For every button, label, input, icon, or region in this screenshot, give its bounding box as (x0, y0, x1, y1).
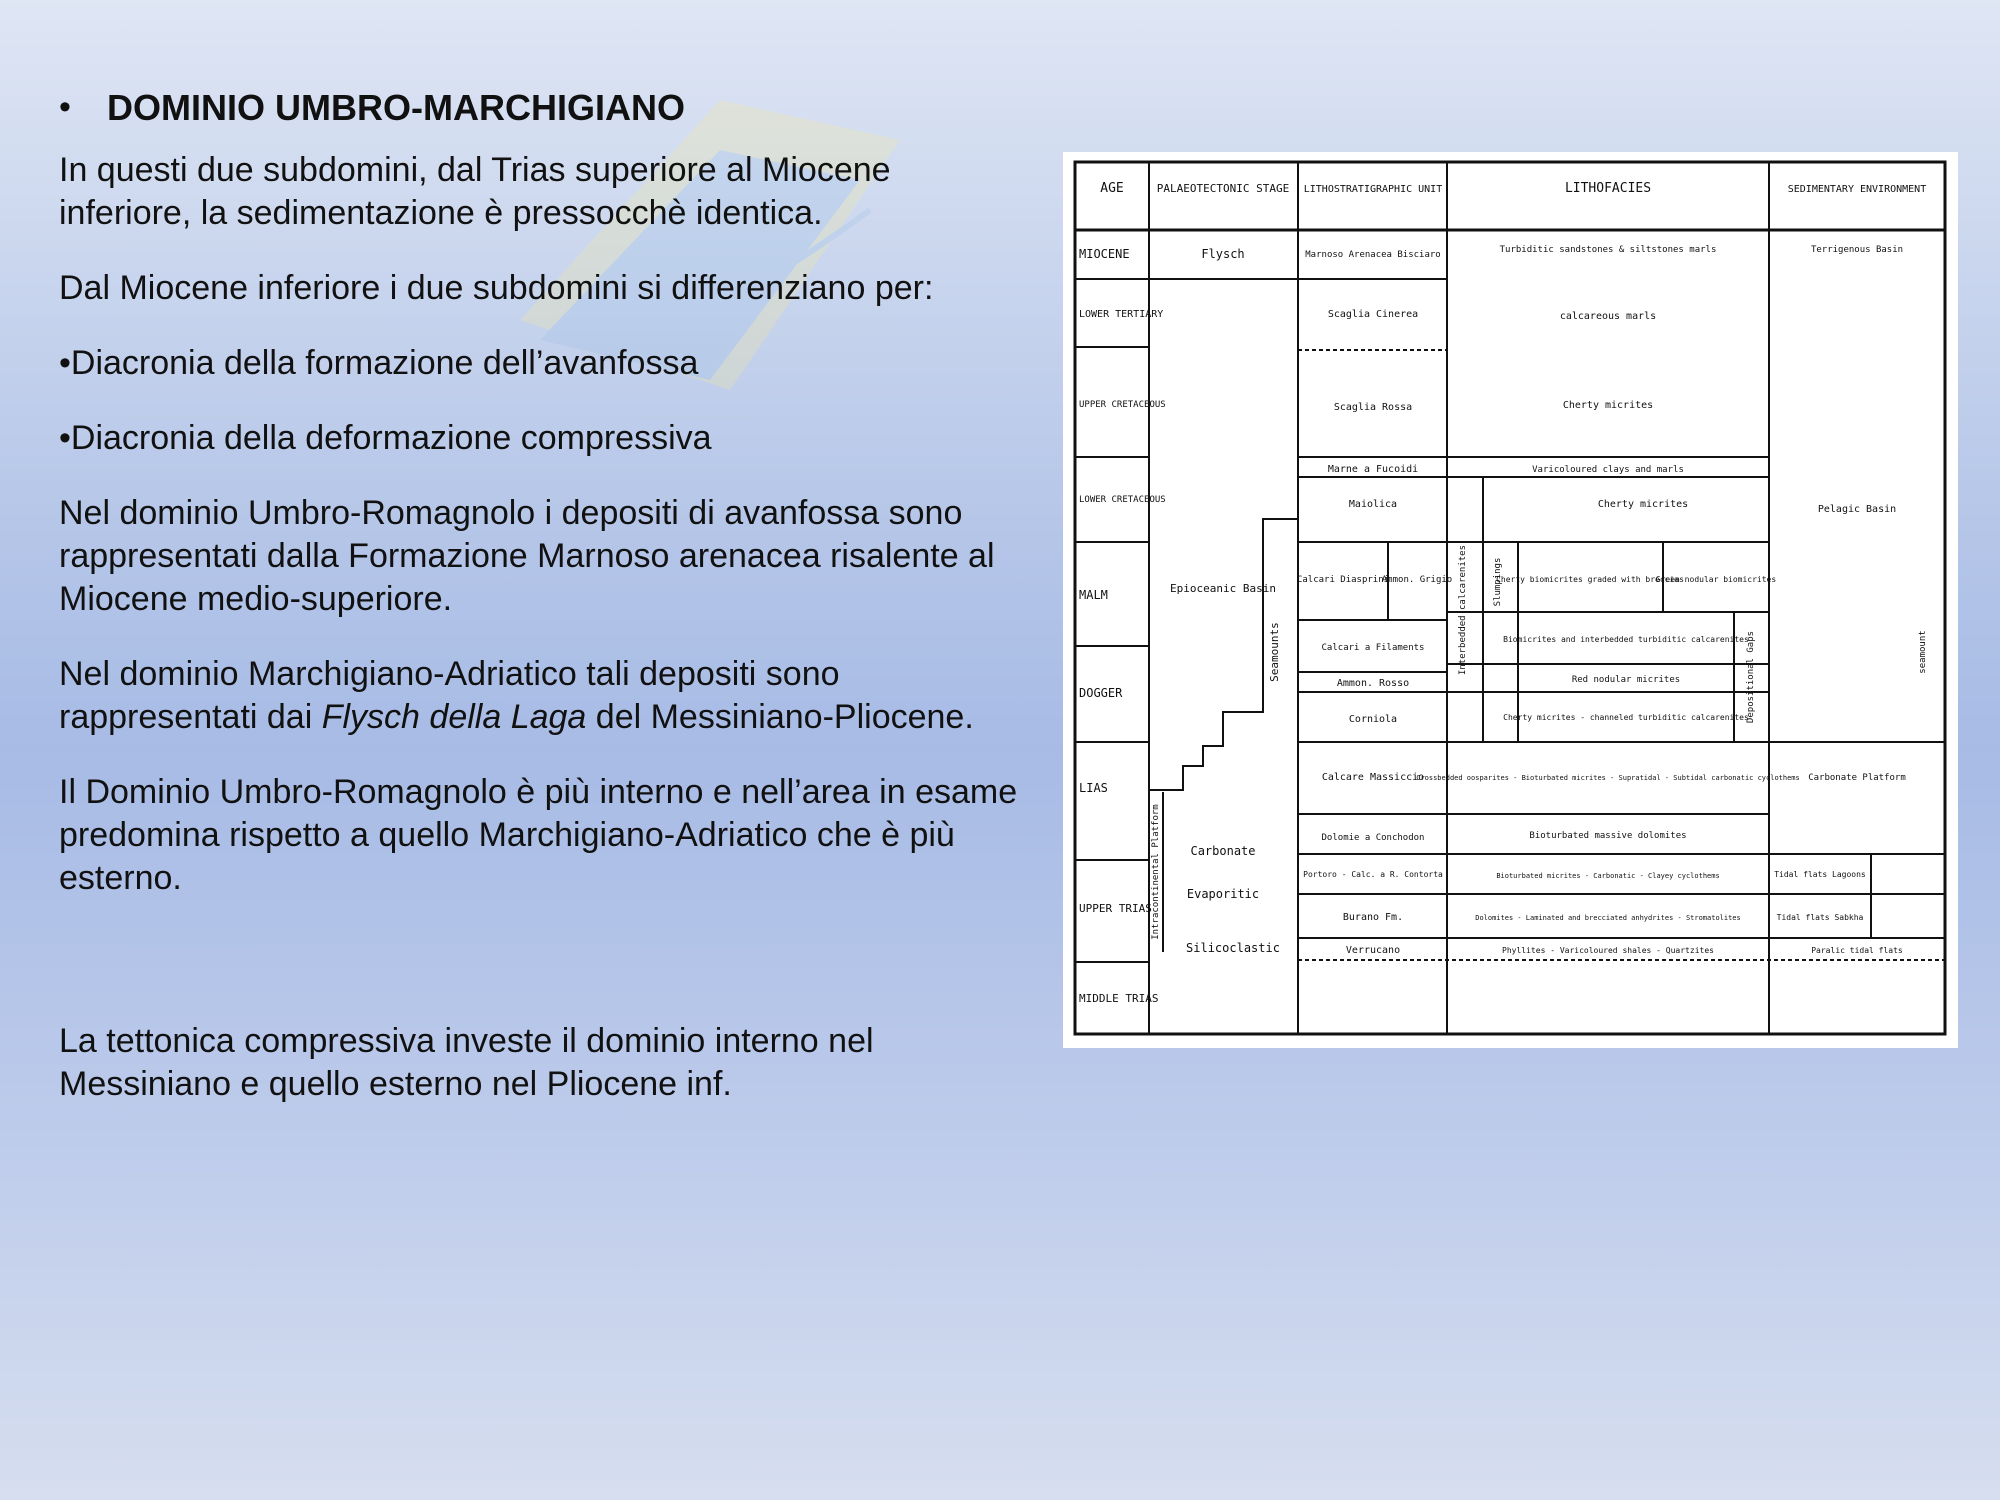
paragraph-marchigiano (59, 653, 1019, 739)
unit-calcari-diasprini: Calcari Diasprini (1296, 575, 1390, 585)
header-environment: SEDIMENTARY ENVIRONMENT (1787, 184, 1927, 195)
unit-portoro: Portoro - Calc. a R. Contorta (1303, 870, 1443, 879)
age-upper-trias: UPPER TRIAS (1079, 902, 1152, 915)
litho-cherty-channeled: Cherty micrites - channeled turbiditic calcarenites (1503, 713, 1749, 722)
stage-intracontinental: Intracontinental Platform (1151, 804, 1161, 940)
env-tidal-lagoons: Tidal flats Lagoons (1774, 870, 1866, 879)
age-lower-cretaceous: LOWER CRETACEOUS (1079, 495, 1166, 505)
paragraph-deformazione: •Diacronia della deformazione compressiva (59, 419, 712, 457)
litho-bioturbated-dolomites: Bioturbated massive dolomites (1529, 831, 1687, 841)
age-miocene: MIOCENE (1079, 247, 1130, 261)
paragraph-differenze: Dal Miocene inferiore i due subdomini si differenziano per: (59, 269, 934, 307)
litho-cherty-micrites-upper: Cherty micrites (1562, 400, 1654, 411)
litho-calcareous-marls: calcareous marls (1559, 311, 1657, 322)
litho-biomicrites-turbiditic: Biomicrites and interbedded turbiditic calcarenites (1503, 635, 1749, 644)
laga-italic: Flysch della Laga (321, 698, 587, 736)
header-lithofacies: LITHOFACIES (1564, 181, 1652, 196)
title-row (59, 86, 1019, 129)
laga-after: del Messiniano-Pliocene. (586, 698, 974, 736)
litho-red-nodular: Red nodular micrites (1571, 675, 1681, 685)
unit-verrucano: Verrucano (1345, 945, 1401, 956)
age-lias: LIAS (1079, 781, 1108, 795)
litho-crossbedded: Crossbedded oosparites - Bioturbated micrites - Supratidal - Subtidal carbonatic cyclothems (1416, 774, 1800, 782)
env-seamount: seamount (1918, 630, 1928, 674)
laga-before: Nel dominio Marchigiano-Adriatico tali depositi sono rappresentati dai (59, 655, 840, 736)
unit-scaglia-cinerea: Scaglia Cinerea (1327, 309, 1419, 320)
slide-text (59, 86, 1019, 1138)
unit-calcare-massiccio: Calcare Massiccio (1321, 772, 1425, 783)
age-upper-cretaceous: UPPER CRETACEOUS (1079, 400, 1166, 410)
unit-marnoso-arenacea: Marnoso Arenacea Bisciaro (1305, 250, 1441, 260)
age-lower-tertiary: LOWER TERTIARY (1079, 309, 1164, 320)
header-stage: PALAEOTECTONIC STAGE (1156, 182, 1290, 195)
age-middle-trias: MIDDLE TRIAS (1079, 992, 1159, 1005)
litho-cherty-biomicrites: Cherty biomicrites graded with breccias (1496, 575, 1684, 584)
stratigraphic-figure (1063, 152, 1958, 1048)
paragraph-sedimentazione: In questi due subdomini, dal Trias superiore al Miocene inferiore, la sedimentazione è pressocchè identica. (59, 151, 891, 232)
stage-seamounts: Seamounts (1268, 622, 1281, 682)
stage-carbonate: Carbonate (1190, 844, 1256, 858)
litho-phyllites: Phyllites - Varicoloured shales - Quartzites (1502, 946, 1714, 955)
litho-depositional-gaps: Depositional Gaps (1746, 630, 1756, 724)
env-terrigenous: Terrigenous Basin (1810, 245, 1904, 255)
env-tidal-sabkha: Tidal flats Sabkha (1776, 913, 1864, 922)
paragraph-interno: Il Dominio Umbro-Romagnolo è più interno e nell’area in esame predomina rispetto a quello Marchigiano-Adriatico che è più esterno. (59, 773, 1018, 897)
bullet-icon: • (59, 88, 71, 126)
env-paralic: Paralic tidal flats (1811, 946, 1903, 955)
header-age: AGE (1100, 181, 1124, 196)
litho-turbiditic: Turbiditic sandstones & siltstones marls (1499, 245, 1717, 255)
unit-scaglia-rossa: Scaglia Rossa (1333, 402, 1413, 413)
env-pelagic: Pelagic Basin (1817, 504, 1897, 515)
litho-varicoloured-clays: Varicoloured clays and marls (1532, 465, 1684, 475)
header-unit: LITHOSTRATIGRAPHIC UNIT (1303, 184, 1443, 195)
stage-silicoclastic: Silicoclastic (1186, 941, 1280, 955)
litho-green-nodular: Green nodular biomicrites (1655, 575, 1777, 584)
litho-dolomites-anhydrites: Dolomites - Laminated and brecciated anhydrites - Stromatolites (1475, 914, 1741, 922)
litho-bioturbated-micrites: Bioturbated micrites - Carbonatic - Clayey cyclothems (1496, 872, 1720, 880)
unit-dolomie-conchodon: Dolomie a Conchodon (1321, 833, 1425, 843)
unit-calcari-filaments: Calcari a Filaments (1321, 643, 1425, 653)
stage-epioceanic: Epioceanic Basin (1170, 582, 1276, 595)
unit-burano: Burano Fm. (1342, 912, 1404, 923)
litho-slumpings: Slumpings (1493, 557, 1503, 607)
unit-marne-fucoidi: Marne a Fucoidi (1327, 464, 1419, 475)
env-carbonate-platform: Carbonate Platform (1808, 773, 1906, 783)
unit-corniola: Corniola (1348, 714, 1398, 725)
slide-title: DOMINIO UMBRO-MARCHIGIANO (107, 87, 685, 128)
stage-flysch: Flysch (1201, 247, 1245, 261)
age-malm: MALM (1079, 588, 1108, 602)
stage-evaporitic: Evaporitic (1186, 887, 1260, 901)
unit-maiolica: Maiolica (1348, 499, 1398, 510)
paragraph-umbro-romagnolo: Nel dominio Umbro-Romagnolo i depositi di avanfossa sono rappresentati dalla Formazione Marnoso arenacea risalente al Miocene medio-superiore. (59, 494, 995, 618)
paragraph-tettonica: La tettonica compressiva investe il dominio interno nel Messiniano e quello esterno nel Pliocene inf. (59, 1022, 874, 1103)
paragraph-avanfossa: •Diacronia della formazione dell’avanfossa (59, 344, 699, 382)
stratigraphic-table (1063, 152, 1958, 1048)
litho-cherty-micrites-lower: Cherty micrites (1597, 499, 1689, 510)
litho-interbedded-calcarenites: Interbedded calcarenites (1458, 544, 1468, 676)
unit-ammon-rosso: Ammon. Rosso (1336, 678, 1410, 689)
unit-ammon-grigio: Ammon. Grigio (1381, 575, 1453, 585)
age-dogger: DOGGER (1079, 686, 1123, 700)
